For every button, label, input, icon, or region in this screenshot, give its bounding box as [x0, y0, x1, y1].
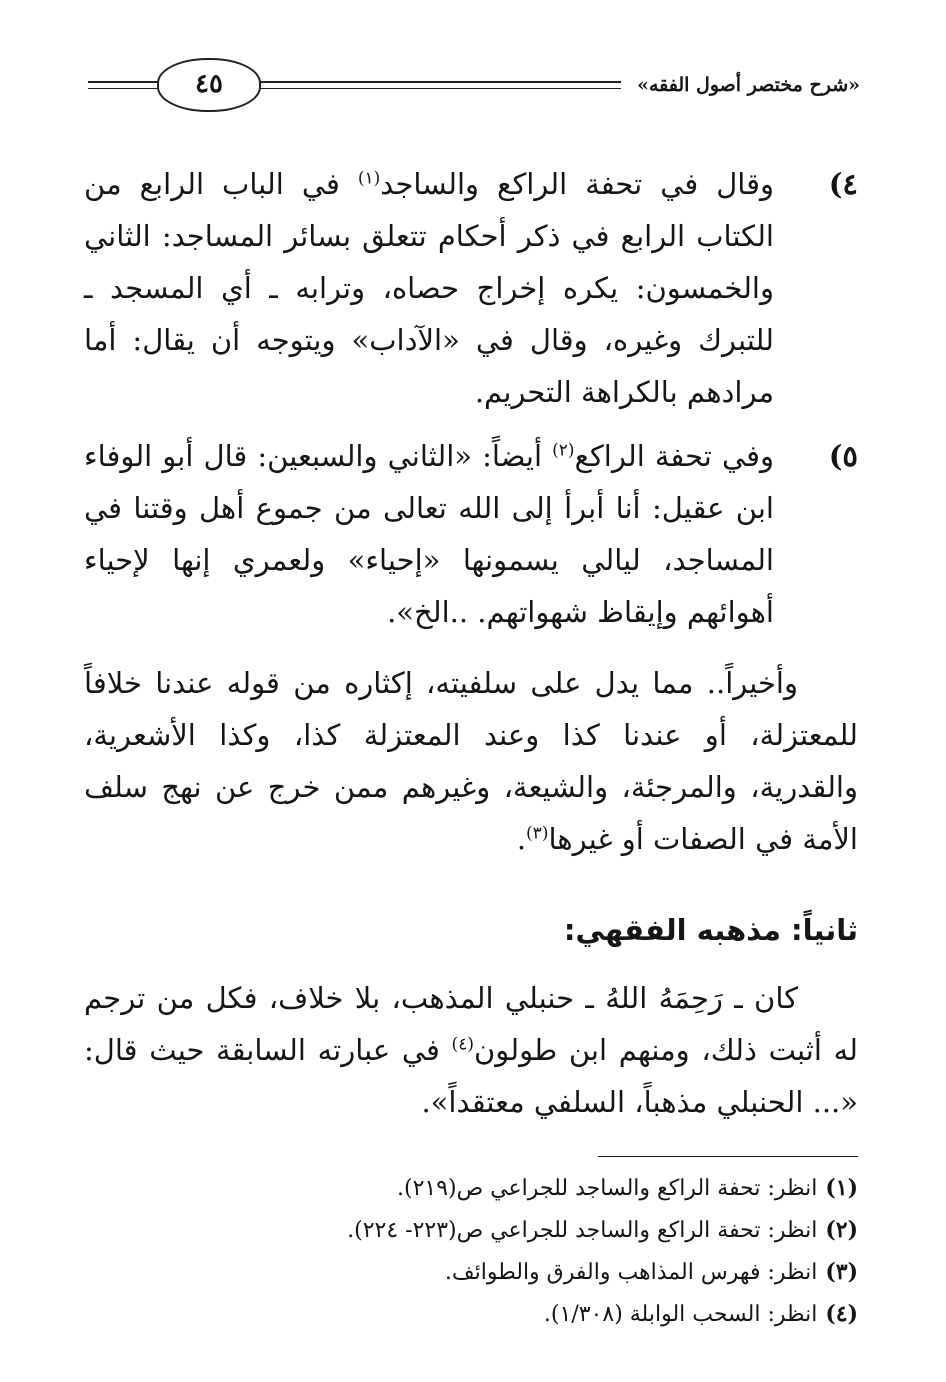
page-number: ٤٥ [157, 58, 261, 112]
footnote-number: (١) [825, 1175, 858, 1201]
header-rule-left [88, 81, 160, 83]
footnote-ref: (١) [357, 168, 381, 189]
item-paragraph [84, 158, 774, 418]
section-heading: ثانياً: مذهبه الفقهي: [563, 913, 858, 947]
footnote-number: (٢) [825, 1217, 858, 1243]
footnote-text: انظر: تحفة الراكع والساجد للجراعي ص(٢٢٣- ٢٢٤). [347, 1218, 818, 1243]
closing-paragraph [84, 657, 858, 865]
item-paragraph [84, 430, 774, 638]
section-paragraph [84, 972, 858, 1128]
closing-text: وأخيراً.. مما يدل على سلفيته، إكثاره من قوله عندنا خلافاً للمعتزلة، أو عندنا كذا وعند المعتزلة كذا، وكذا الأشعرية، والقدرية، والمرجئة، والشيعة، وغيرهم ممن خرج عن نهج سلف الأمة في الصفات أو غيرها [84, 666, 858, 856]
item-text-cont: أيضاً: «الثاني والسبعين: قال أبو الوفاء ابن عقيل: أنا أبرأ إلى الله تعالى من جموع أهل وقتنا في المساجد، ليالي يسمونها «إحياء» ولعمري إنها لإحياء أهوائهم وإيقاظ شهواتهم. ..الخ». [84, 439, 774, 629]
footnote-text: انظر: فهرس المذاهب والفرق والطوائف. [444, 1260, 818, 1285]
footnote [544, 1294, 858, 1335]
footnote-separator [598, 1156, 858, 1157]
footnote-ref: (٤) [451, 1034, 474, 1055]
closing-text-cont: . [516, 822, 527, 856]
section-text: كان ـ رَحِمَهُ اللهُ ـ حنبلي المذهب، بلا خلاف، فكل من ترجم له أثبت ذلك، ومنهم ابن طولون [84, 981, 858, 1067]
footnote-number: (٣) [825, 1259, 858, 1285]
running-title: «شرح مختصر أصول الفقه» [637, 74, 860, 96]
footnote [347, 1210, 858, 1251]
header-rule-left-thin [88, 88, 160, 89]
header-rule-middle [255, 81, 621, 83]
header-rule-middle-thin [255, 88, 621, 89]
footnote-text: انظر: السحب الوابلة (١/٣٠٨). [543, 1302, 818, 1327]
footnote-text: انظر: تحفة الراكع والساجد للجراعي ص(٢١٩). [397, 1176, 818, 1201]
footnote [445, 1252, 858, 1293]
item-number: ٥) [828, 439, 858, 473]
item-text-cont: في الباب الرابع من الكتاب الرابع في ذكر أحكام تتعلق بسائر المساجد: الثاني والخمسون: يكره إخراج حصاه، وترابه ـ أي المسجد ـ للتبرك وغيره، وقال في «الآداب» ويتوجه أن يقال: أما مرادهم بالكراهة التحريم. [84, 167, 774, 409]
footnote [397, 1168, 858, 1209]
footnote-ref: (٢) [552, 440, 575, 461]
item-text: وقال في تحفة الراكع والساجد [380, 167, 774, 201]
item-number: ٤) [828, 167, 858, 201]
footnote-ref: (٣) [526, 823, 549, 844]
footnote-number: (٤) [825, 1301, 858, 1327]
section-text-cont: في عبارته السابقة حيث قال: «... الحنبلي مذهباً، السلفي معتقداً». [84, 1033, 858, 1119]
item-text: وفي تحفة الراكع [574, 439, 774, 473]
